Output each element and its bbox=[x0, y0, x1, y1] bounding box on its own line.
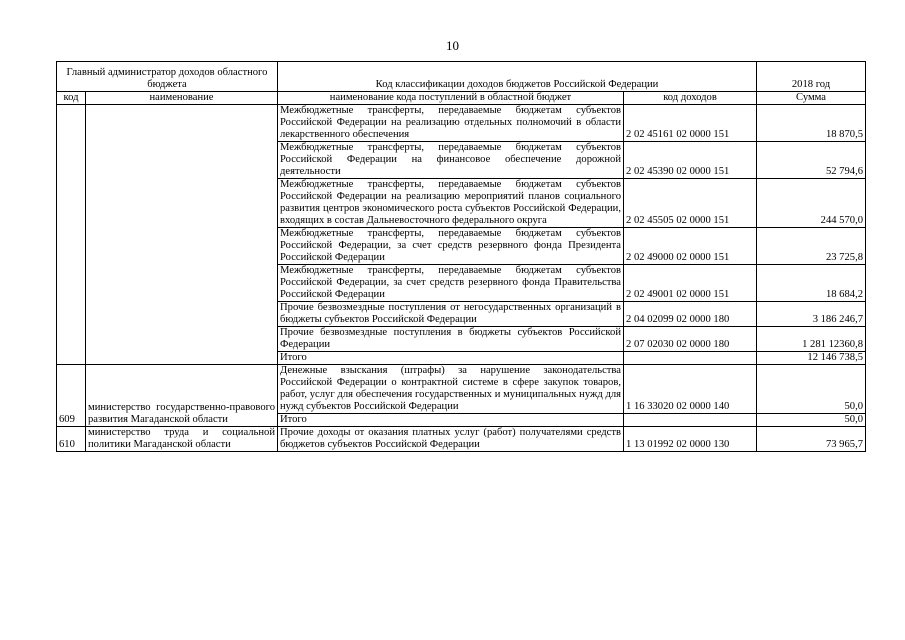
admin-name-cell: министерство труда и социальной политики Магаданской области bbox=[86, 427, 278, 452]
sum-cell: 3 186 246,7 bbox=[757, 302, 866, 327]
income-classification-table bbox=[56, 61, 866, 452]
header-admin-group: Главный администратор доходов областного бюджета bbox=[57, 62, 278, 92]
sum-cell: 1 281 12360,8 bbox=[757, 327, 866, 352]
receipt-name-cell: Межбюджетные трансферты, передаваемые бюджетам субъектов Российской Федерации, за счет средств резервного фонда Правительства Российской Федерации bbox=[278, 265, 624, 302]
income-code-cell: 1 16 33020 02 0000 140 bbox=[624, 365, 757, 414]
admin-code-cell: 609 bbox=[57, 365, 86, 427]
receipt-name-cell: Межбюджетные трансферты, передаваемые бюджетам субъектов Российской Федерации, за счет средств резервного фонда Президента Российской Федерации bbox=[278, 228, 624, 265]
sum-cell: 73 965,7 bbox=[757, 427, 866, 452]
income-code-cell: 1 13 01992 02 0000 130 bbox=[624, 427, 757, 452]
sum-cell: 244 570,0 bbox=[757, 179, 866, 228]
total-sum-cell: 50,0 bbox=[757, 414, 866, 427]
sum-cell: 18 870,5 bbox=[757, 105, 866, 142]
admin-name-cell bbox=[86, 105, 278, 365]
header-col-income-code: код доходов bbox=[624, 92, 757, 105]
admin-code-cell: 610 bbox=[57, 427, 86, 452]
header-col-name: наименование bbox=[86, 92, 278, 105]
receipt-name-cell: Прочие безвозмездные поступления в бюджеты субъектов Российской Федерации bbox=[278, 327, 624, 352]
income-code-cell bbox=[624, 352, 757, 365]
income-code-cell: 2 02 45161 02 0000 151 bbox=[624, 105, 757, 142]
header-col-sum: Сумма bbox=[757, 92, 866, 105]
header-year: 2018 год bbox=[757, 62, 866, 92]
income-code-cell: 2 02 45505 02 0000 151 bbox=[624, 179, 757, 228]
sum-cell: 23 725,8 bbox=[757, 228, 866, 265]
receipt-name-cell: Межбюджетные трансферты, передаваемые бюджетам субъектов Российской Федерации на реализацию мероприятий планов социального развития центров экономического роста субъектов Российской Федерации, входящих в состав Дальневосточного федерального округа bbox=[278, 179, 624, 228]
income-code-cell: 2 02 49001 02 0000 151 bbox=[624, 265, 757, 302]
receipt-name-cell: Прочие безвозмездные поступления от негосударственных организаций в бюджеты субъектов Российской Федерации bbox=[278, 302, 624, 327]
admin-name-cell: министерство государственно-правового развития Магаданской области bbox=[86, 365, 278, 427]
receipt-name-cell: Межбюджетные трансферты, передаваемые бюджетам субъектов Российской Федерации на финансовое обеспечение дорожной деятельности bbox=[278, 142, 624, 179]
income-code-cell: 2 04 02099 02 0000 180 bbox=[624, 302, 757, 327]
income-code-cell: 2 02 49000 02 0000 151 bbox=[624, 228, 757, 265]
sum-cell: 50,0 bbox=[757, 365, 866, 414]
total-sum-cell: 12 146 738,5 bbox=[757, 352, 866, 365]
header-col-code: код bbox=[57, 92, 86, 105]
table-row bbox=[57, 105, 866, 142]
income-code-cell bbox=[624, 414, 757, 427]
header-col-receipt-name: наименование кода поступлений в областной бюджет bbox=[278, 92, 624, 105]
receipt-name-cell: Межбюджетные трансферты, передаваемые бюджетам субъектов Российской Федерации на реализацию отдельных полномочий в области лекарственного обеспечения bbox=[278, 105, 624, 142]
sum-cell: 52 794,6 bbox=[757, 142, 866, 179]
total-label-cell: Итого bbox=[278, 414, 624, 427]
income-code-cell: 2 07 02030 02 0000 180 bbox=[624, 327, 757, 352]
receipt-name-cell: Денежные взыскания (штрафы) за нарушение законодательства Российской Федерации о контрактной системе в сфере закупок товаров, работ, услуг для обеспечения государственных и муниципальных нужд для нужд субъектов Российской Федерации bbox=[278, 365, 624, 414]
sum-cell: 18 684,2 bbox=[757, 265, 866, 302]
page-number: 10 bbox=[446, 38, 459, 53]
admin-code-cell bbox=[57, 105, 86, 365]
table-row bbox=[57, 427, 866, 452]
table-row bbox=[57, 365, 866, 414]
table-body bbox=[57, 105, 866, 452]
receipt-name-cell: Прочие доходы от оказания платных услуг (работ) получателями средств бюджетов субъектов Российской Федерации bbox=[278, 427, 624, 452]
income-code-cell: 2 02 45390 02 0000 151 bbox=[624, 142, 757, 179]
header-classification-group: Код классификации доходов бюджетов Российской Федерации bbox=[278, 62, 757, 92]
total-label-cell: Итого bbox=[278, 352, 624, 365]
